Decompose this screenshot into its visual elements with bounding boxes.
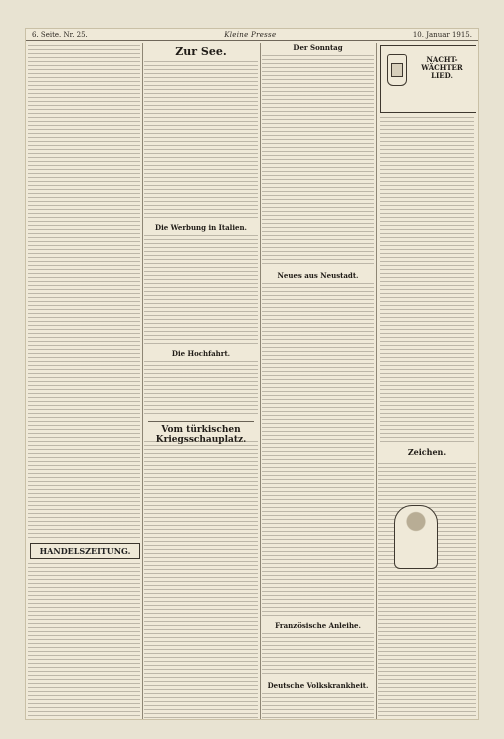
page-header	[26, 29, 478, 41]
newspaper-page	[26, 29, 478, 719]
divider	[148, 421, 254, 422]
headline-hochfahrt: Die Hochfahrt.	[171, 349, 231, 358]
column-4-text	[378, 461, 476, 719]
headline-kriegsschauplatz: Vom türkischen Kriegsschauplatz.	[155, 425, 247, 445]
page-number: 6. Seite. Nr. 25.	[32, 30, 88, 39]
poem-text	[380, 115, 474, 445]
column-2-text-d	[144, 439, 258, 719]
headline-zeichen: Zeichen.	[407, 447, 447, 457]
headline-werbung-italien: Die Werbung in Italien.	[155, 223, 247, 232]
headline-deutsche-volkskrankheit: Deutsche Volkskrankheit.	[267, 681, 369, 690]
column-1-text	[28, 43, 140, 539]
column-3	[262, 43, 374, 719]
column-separator	[260, 43, 261, 719]
column-2-text-a	[144, 59, 258, 221]
woman-illustration	[394, 505, 438, 569]
column-2-text-c	[144, 359, 258, 417]
column-3-text-c	[262, 631, 374, 677]
column-3-text-b	[262, 281, 374, 617]
column-1-text-bottom	[28, 561, 140, 719]
newspaper-title: Kleine Presse	[224, 30, 277, 39]
headline-franzoesische-anleihe: Französische Anleihe.	[275, 621, 361, 630]
headline-der-sonntag: Der Sonntag	[293, 43, 343, 52]
nachtwaechter-title: NACHT-WÄCHTER LIED.	[421, 55, 463, 80]
column-separator	[376, 43, 377, 719]
page-date: 10. Januar 1915.	[412, 30, 472, 39]
handelszeitung-heading: HANDELSZEITUNG.	[30, 543, 140, 559]
column-2-text-b	[144, 233, 258, 345]
column-1	[28, 43, 140, 719]
headline-zur-see: Zur See.	[175, 45, 227, 58]
column-4	[378, 43, 476, 719]
column-3-text-d	[262, 691, 374, 719]
columns	[26, 43, 478, 719]
lantern-icon	[387, 54, 407, 86]
headline-neustadt: Neues aus Neustadt.	[277, 271, 359, 280]
nachtwaechter-box	[380, 45, 476, 113]
column-2	[144, 43, 258, 719]
column-3-text-a	[262, 53, 374, 267]
column-separator	[142, 43, 143, 719]
